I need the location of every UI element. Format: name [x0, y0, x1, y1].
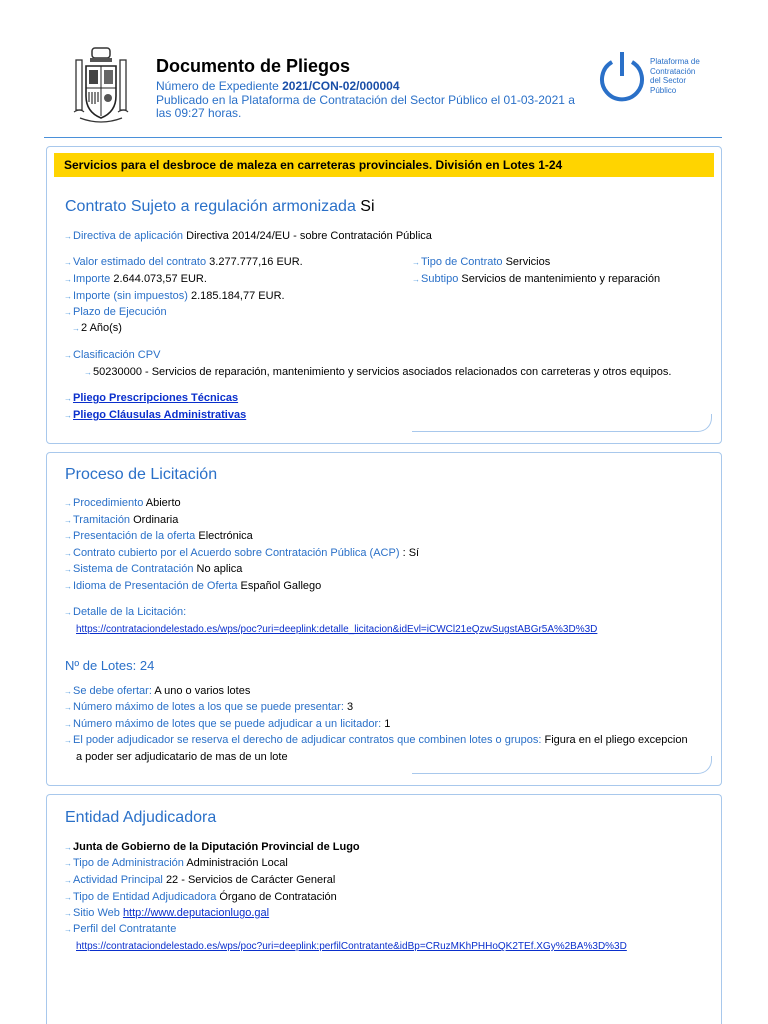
valor-row: [64, 256, 303, 269]
arrow-icon: →: [64, 893, 72, 902]
logo-text-line: del Sector: [650, 76, 687, 85]
valor-value: 3.277.777,16 EUR.: [209, 256, 303, 268]
arrow-icon: →: [412, 258, 420, 267]
max-presentar-label: Número máximo de lotes a los que se puede presentar:: [73, 701, 344, 713]
header-divider: [44, 137, 722, 138]
presentacion-value: Electrónica: [198, 530, 253, 542]
tipo-entidad-value: Órgano de Contratación: [219, 891, 337, 903]
arrow-icon: →: [72, 324, 80, 333]
subtipo-label: Subtipo: [421, 273, 459, 285]
acp-value: : Sí: [402, 547, 420, 559]
sistema-label: Sistema de Contratación: [73, 563, 194, 575]
sistema-value: No aplica: [196, 563, 243, 575]
directiva-label: Directiva de aplicación: [73, 230, 184, 242]
decorative-curve: [412, 756, 712, 774]
cpv-label: Clasificación CPV: [73, 349, 161, 361]
plazo-label: Plazo de Ejecución: [73, 306, 167, 318]
plazo-row: [64, 306, 167, 319]
arrow-icon: →: [64, 720, 72, 729]
tramitacion-row: [64, 514, 178, 527]
tramitacion-label: Tramitación: [73, 514, 131, 526]
arrow-icon: →: [64, 608, 72, 617]
arrow-icon: →: [64, 843, 72, 852]
poder-row: [64, 734, 720, 747]
arrow-icon: →: [64, 411, 72, 420]
arrow-icon: →: [64, 308, 72, 317]
perfil-label: Perfil del Contratante: [73, 923, 177, 935]
decorative-curve: [412, 414, 712, 432]
actividad-value: 22 - Servicios de Carácter General: [165, 874, 336, 886]
expediente-line: [156, 80, 400, 93]
poder-value-2: a poder ser adjudicatario de mas de un lote: [76, 751, 288, 763]
sitio-web-row: [64, 907, 269, 920]
perfil-row: [64, 923, 176, 936]
arrow-icon: →: [84, 368, 92, 377]
ofertar-row: [64, 685, 250, 698]
sitio-web-link[interactable]: http://www.deputacionlugo.gal: [122, 907, 270, 919]
tipo-contrato-label: Tipo de Contrato: [421, 256, 503, 268]
sistema-row: [64, 563, 242, 576]
logo-text-line: Plataforma de: [650, 57, 700, 66]
importe-value: 2.644.073,57 EUR.: [113, 273, 207, 285]
platform-logo-text: [650, 57, 720, 95]
idioma-row: [64, 580, 321, 593]
detalle-label: Detalle de la Licitación:: [73, 606, 187, 618]
tipo-contrato-value: Servicios: [505, 256, 551, 268]
arrow-icon: →: [64, 516, 72, 525]
importe-sin-row: [64, 290, 285, 303]
arrow-icon: →: [64, 909, 72, 918]
sitio-web-label: Sitio Web: [73, 907, 120, 919]
entidad-nombre-row: [64, 841, 360, 854]
coat-of-arms-icon: [72, 46, 130, 126]
cpv-row: [64, 349, 160, 362]
arrow-icon: →: [64, 499, 72, 508]
directiva-value: Directiva 2014/24/EU - sobre Contratación Pública: [186, 230, 432, 242]
pliego-tecnicas-link[interactable]: Pliego Prescripciones Técnicas: [73, 392, 239, 404]
expediente-number: 2021/CON-02/000004: [282, 79, 400, 93]
document-header: [0, 0, 768, 138]
max-adjudicar-label: Número máximo de lotes que se puede adjudicar a un licitador:: [73, 718, 382, 730]
pliego-tecnicas-row: [64, 392, 238, 405]
importe-label: Importe: [73, 273, 111, 285]
tipo-entidad-label: Tipo de Entidad Adjudicadora: [73, 891, 217, 903]
importe-sin-value: 2.185.184,77 EUR.: [191, 290, 285, 302]
poder-label: El poder adjudicador se reserva el derecho de adjudicar contratos que combinen lotes o grupos:: [73, 734, 542, 746]
published-line-2: las 09:27 horas.: [156, 106, 242, 120]
max-adjudicar-row: [64, 718, 390, 731]
procedimiento-label: Procedimiento: [73, 497, 144, 509]
arrow-icon: →: [64, 703, 72, 712]
plazo-value: 2 Año(s): [81, 322, 122, 334]
cpv-value: 50230000 - Servicios de reparación, mantenimiento y servicios asociados relacionados con carreteras y otros equipos.: [93, 366, 672, 378]
published-line-1: Publicado en la Plataforma de Contratación del Sector Público el 01-03-2021 a: [156, 93, 575, 107]
arrow-icon: →: [64, 351, 72, 360]
tramitacion-value: Ordinaria: [133, 514, 179, 526]
max-presentar-value: 3: [346, 701, 354, 713]
arrow-icon: →: [64, 258, 72, 267]
cpv-value-row: [84, 366, 671, 379]
arrow-icon: →: [64, 582, 72, 591]
tipo-admin-value: Administración Local: [186, 857, 288, 869]
perfil-contratante-link[interactable]: https://contrataciondelestado.es/wps/poc?uri=deeplink:perfilContratante&idBp=CRuzMKhPHHoQK2TEf.XGy%2BA%3D%3D: [76, 941, 627, 952]
perfil-link-row: [76, 940, 627, 953]
acp-row: [64, 547, 419, 560]
contract-title-banner: Servicios para el desbroce de maleza en carreteras provinciales. División en Lotes 1-24: [54, 153, 714, 177]
actividad-row: [64, 874, 335, 887]
tipo-entidad-row: [64, 891, 337, 904]
detalle-licitacion-link[interactable]: https://contrataciondelestado.es/wps/poc?uri=deeplink:detalle_licitacion&idEvl=iCWCl21eQzwSugstABGr5A%3D%3D: [76, 624, 598, 635]
arrow-icon: →: [64, 275, 72, 284]
pliego-administrativas-link[interactable]: Pliego Cláusulas Administrativas: [73, 409, 247, 421]
arrow-icon: →: [64, 549, 72, 558]
arrow-icon: →: [64, 687, 72, 696]
entidad-heading: Entidad Adjudicadora: [65, 809, 217, 826]
presentacion-row: [64, 530, 253, 543]
entidad-nombre: Junta de Gobierno de la Diputación Provincial de Lugo: [73, 841, 360, 853]
arrow-icon: →: [412, 275, 420, 284]
detalle-link-row: [76, 623, 597, 636]
valor-label: Valor estimado del contrato: [73, 256, 207, 268]
contract-heading-label: Contrato Sujeto a regulación armonizada: [65, 198, 356, 215]
arrow-icon: →: [64, 292, 72, 301]
arrow-icon: →: [64, 876, 72, 885]
tipo-contrato-row: [412, 256, 550, 269]
page-title: Documento de Pliegos: [156, 56, 351, 76]
plazo-value-row: [72, 322, 122, 335]
subtipo-row: [412, 273, 660, 286]
max-adjudicar-value: 1: [384, 718, 391, 730]
licitacion-heading: Proceso de Licitación: [65, 466, 218, 483]
logo-text-line: Contratación: [650, 66, 696, 76]
contract-heading-value: Si: [360, 198, 375, 215]
idioma-value: Español Gallego: [240, 580, 322, 592]
tipo-admin-label: Tipo de Administración: [73, 857, 184, 869]
arrow-icon: →: [64, 565, 72, 574]
directiva-row: [64, 230, 432, 243]
arrow-icon: →: [64, 859, 72, 868]
pliego-administrativas-row: [64, 409, 246, 422]
importe-row: [64, 273, 207, 286]
arrow-icon: →: [64, 925, 72, 934]
procedimiento-value: Abierto: [145, 497, 181, 509]
ofertar-value: A uno o varios lotes: [154, 685, 251, 697]
procedimiento-row: [64, 497, 181, 510]
detalle-row: [64, 606, 186, 619]
lotes-heading: Nº de Lotes: 24: [65, 658, 155, 673]
arrow-icon: →: [64, 232, 72, 241]
poder-value-row-2: [76, 751, 288, 764]
logo-text-line: Público: [650, 85, 677, 95]
importe-sin-label: Importe (sin impuestos): [73, 290, 188, 302]
actividad-label: Actividad Principal: [73, 874, 163, 886]
idioma-label: Idioma de Presentación de Oferta: [73, 580, 238, 592]
arrow-icon: →: [64, 532, 72, 541]
ofertar-label: Se debe ofertar:: [73, 685, 152, 697]
arrow-icon: →: [64, 394, 72, 403]
expediente-label: Número de Expediente: [156, 79, 279, 93]
subtipo-value: Servicios de mantenimiento y reparación: [461, 273, 661, 285]
acp-label: Contrato cubierto por el Acuerdo sobre Contratación Pública (ACP): [73, 547, 400, 559]
contract-heading: [65, 198, 375, 216]
max-presentar-row: [64, 701, 353, 714]
presentacion-label: Presentación de la oferta: [73, 530, 196, 542]
arrow-icon: →: [64, 736, 72, 745]
tipo-admin-row: [64, 857, 288, 870]
poder-value: Figura en el pliego excepcion: [544, 734, 688, 746]
